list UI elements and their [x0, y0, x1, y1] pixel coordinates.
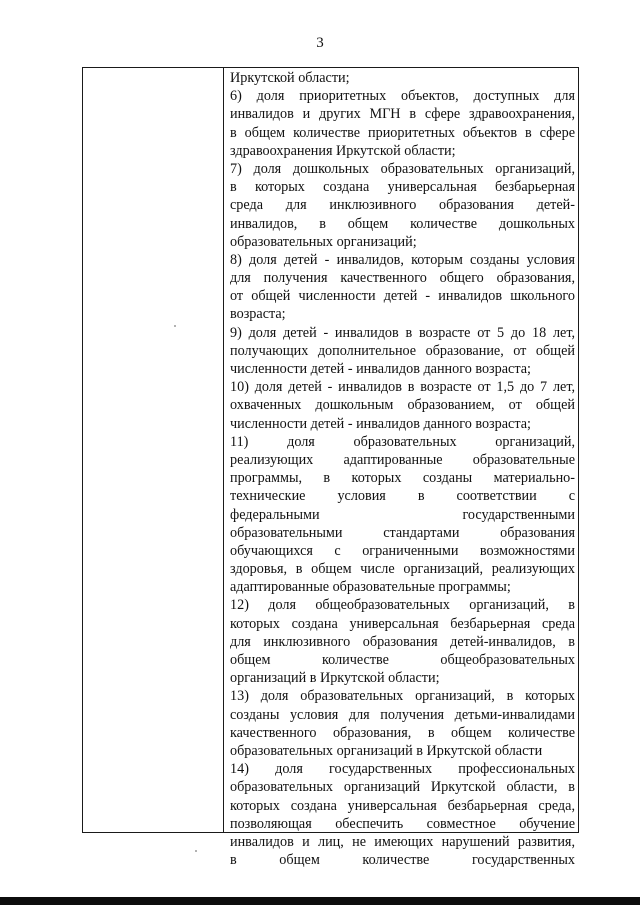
- text-line: 10) доля детей - инвалидов в возрасте от 1,5 до 7 лет,: [230, 379, 575, 396]
- text-line: Иркутской области;: [230, 70, 350, 86]
- text-line: охваченных дошкольным образованием, от общей: [230, 397, 575, 414]
- text-line: организаций в Иркутской области;: [230, 670, 440, 687]
- text-line: федеральными государственными: [230, 506, 575, 523]
- text-line: в которых создана универсальная безбарьерная: [230, 179, 575, 196]
- text-line: 14) доля государственных профессиональных: [230, 761, 575, 778]
- text-line: для инклюзивного образования детей-инвалидов, в: [230, 633, 575, 650]
- text-line: 8) доля детей - инвалидов, которым созданы условия: [230, 251, 575, 268]
- text-line: для получения качественного общего образования,: [230, 270, 575, 287]
- text-line: которых создана универсальная безбарьерная среда,: [230, 797, 575, 814]
- left-column-cell: [83, 68, 223, 832]
- text-line: 6) доля приоритетных объектов, доступных для: [230, 88, 575, 105]
- text-line: здравоохранения Иркутской области;: [230, 142, 456, 159]
- text-line: адаптированные образовательные программы;: [230, 579, 511, 596]
- column-divider: [223, 68, 224, 832]
- text-line: 7) доля дошкольных образовательных организаций,: [230, 160, 575, 177]
- text-line: которых создана универсальная безбарьерная среда: [230, 615, 575, 632]
- text-line: от общей численности детей - инвалидов школьного: [230, 288, 575, 305]
- text-line: образовательных организаций Иркутской области, в: [230, 779, 575, 796]
- speck-mark: [174, 325, 176, 327]
- text-line: 13) доля образовательных организаций, в которых: [230, 688, 575, 705]
- text-line: инвалидов, в общем количестве дошкольных: [230, 215, 575, 232]
- text-line: численности детей - инвалидов данного возраста;: [230, 361, 531, 377]
- document-table: [82, 67, 579, 869]
- text-line: позволяющая обеспечить совместное обучение: [230, 815, 575, 832]
- text-line: в общем количестве государственных: [230, 852, 575, 869]
- text-line: 12) доля общеобразовательных организаций, в: [230, 597, 575, 614]
- text-line: обучающихся с ограниченными возможностями: [230, 542, 575, 559]
- text-line: 9) доля детей - инвалидов в возрасте от 5 до 18 лет,: [230, 324, 575, 341]
- text-line: здоровья, в общем числе организаций, реализующих: [230, 561, 575, 578]
- speck-mark: [195, 850, 197, 852]
- text-line: общем количестве общеобразовательных: [230, 652, 575, 668]
- scan-bottom-edge: [0, 897, 640, 905]
- text-line: инвалидов и лиц, не имеющих нарушений развития,: [230, 833, 575, 850]
- text-line: численности детей - инвалидов данного возраста;: [230, 415, 531, 432]
- text-line: возраста;: [230, 306, 286, 323]
- text-line: инвалидов и других МГН в сфере здравоохранения,: [230, 106, 575, 123]
- text-line: созданы условия для получения детьми-инвалидами: [230, 706, 575, 723]
- text-line: образовательных организаций в Иркутской области: [230, 742, 543, 759]
- text-line: технические условия в соответствии с: [230, 488, 575, 505]
- text-line: реализующих адаптированные образовательные: [230, 451, 575, 468]
- text-line: получающих дополнительное образование, от общей: [230, 342, 575, 359]
- page-number: 3: [316, 35, 324, 51]
- text-line: образовательными стандартами образования: [230, 524, 575, 541]
- text-line: в общем количестве приоритетных объектов в сфере: [230, 124, 575, 141]
- text-line: образовательных организаций;: [230, 233, 417, 250]
- text-line: 11) доля образовательных организаций,: [230, 433, 575, 450]
- text-line: программы, в которых созданы материально-: [230, 470, 575, 487]
- right-column-cell: [230, 69, 575, 869]
- text-line: среда для инклюзивного образования детей-: [230, 197, 575, 214]
- text-line: качественного образования, в общем количестве: [230, 724, 575, 741]
